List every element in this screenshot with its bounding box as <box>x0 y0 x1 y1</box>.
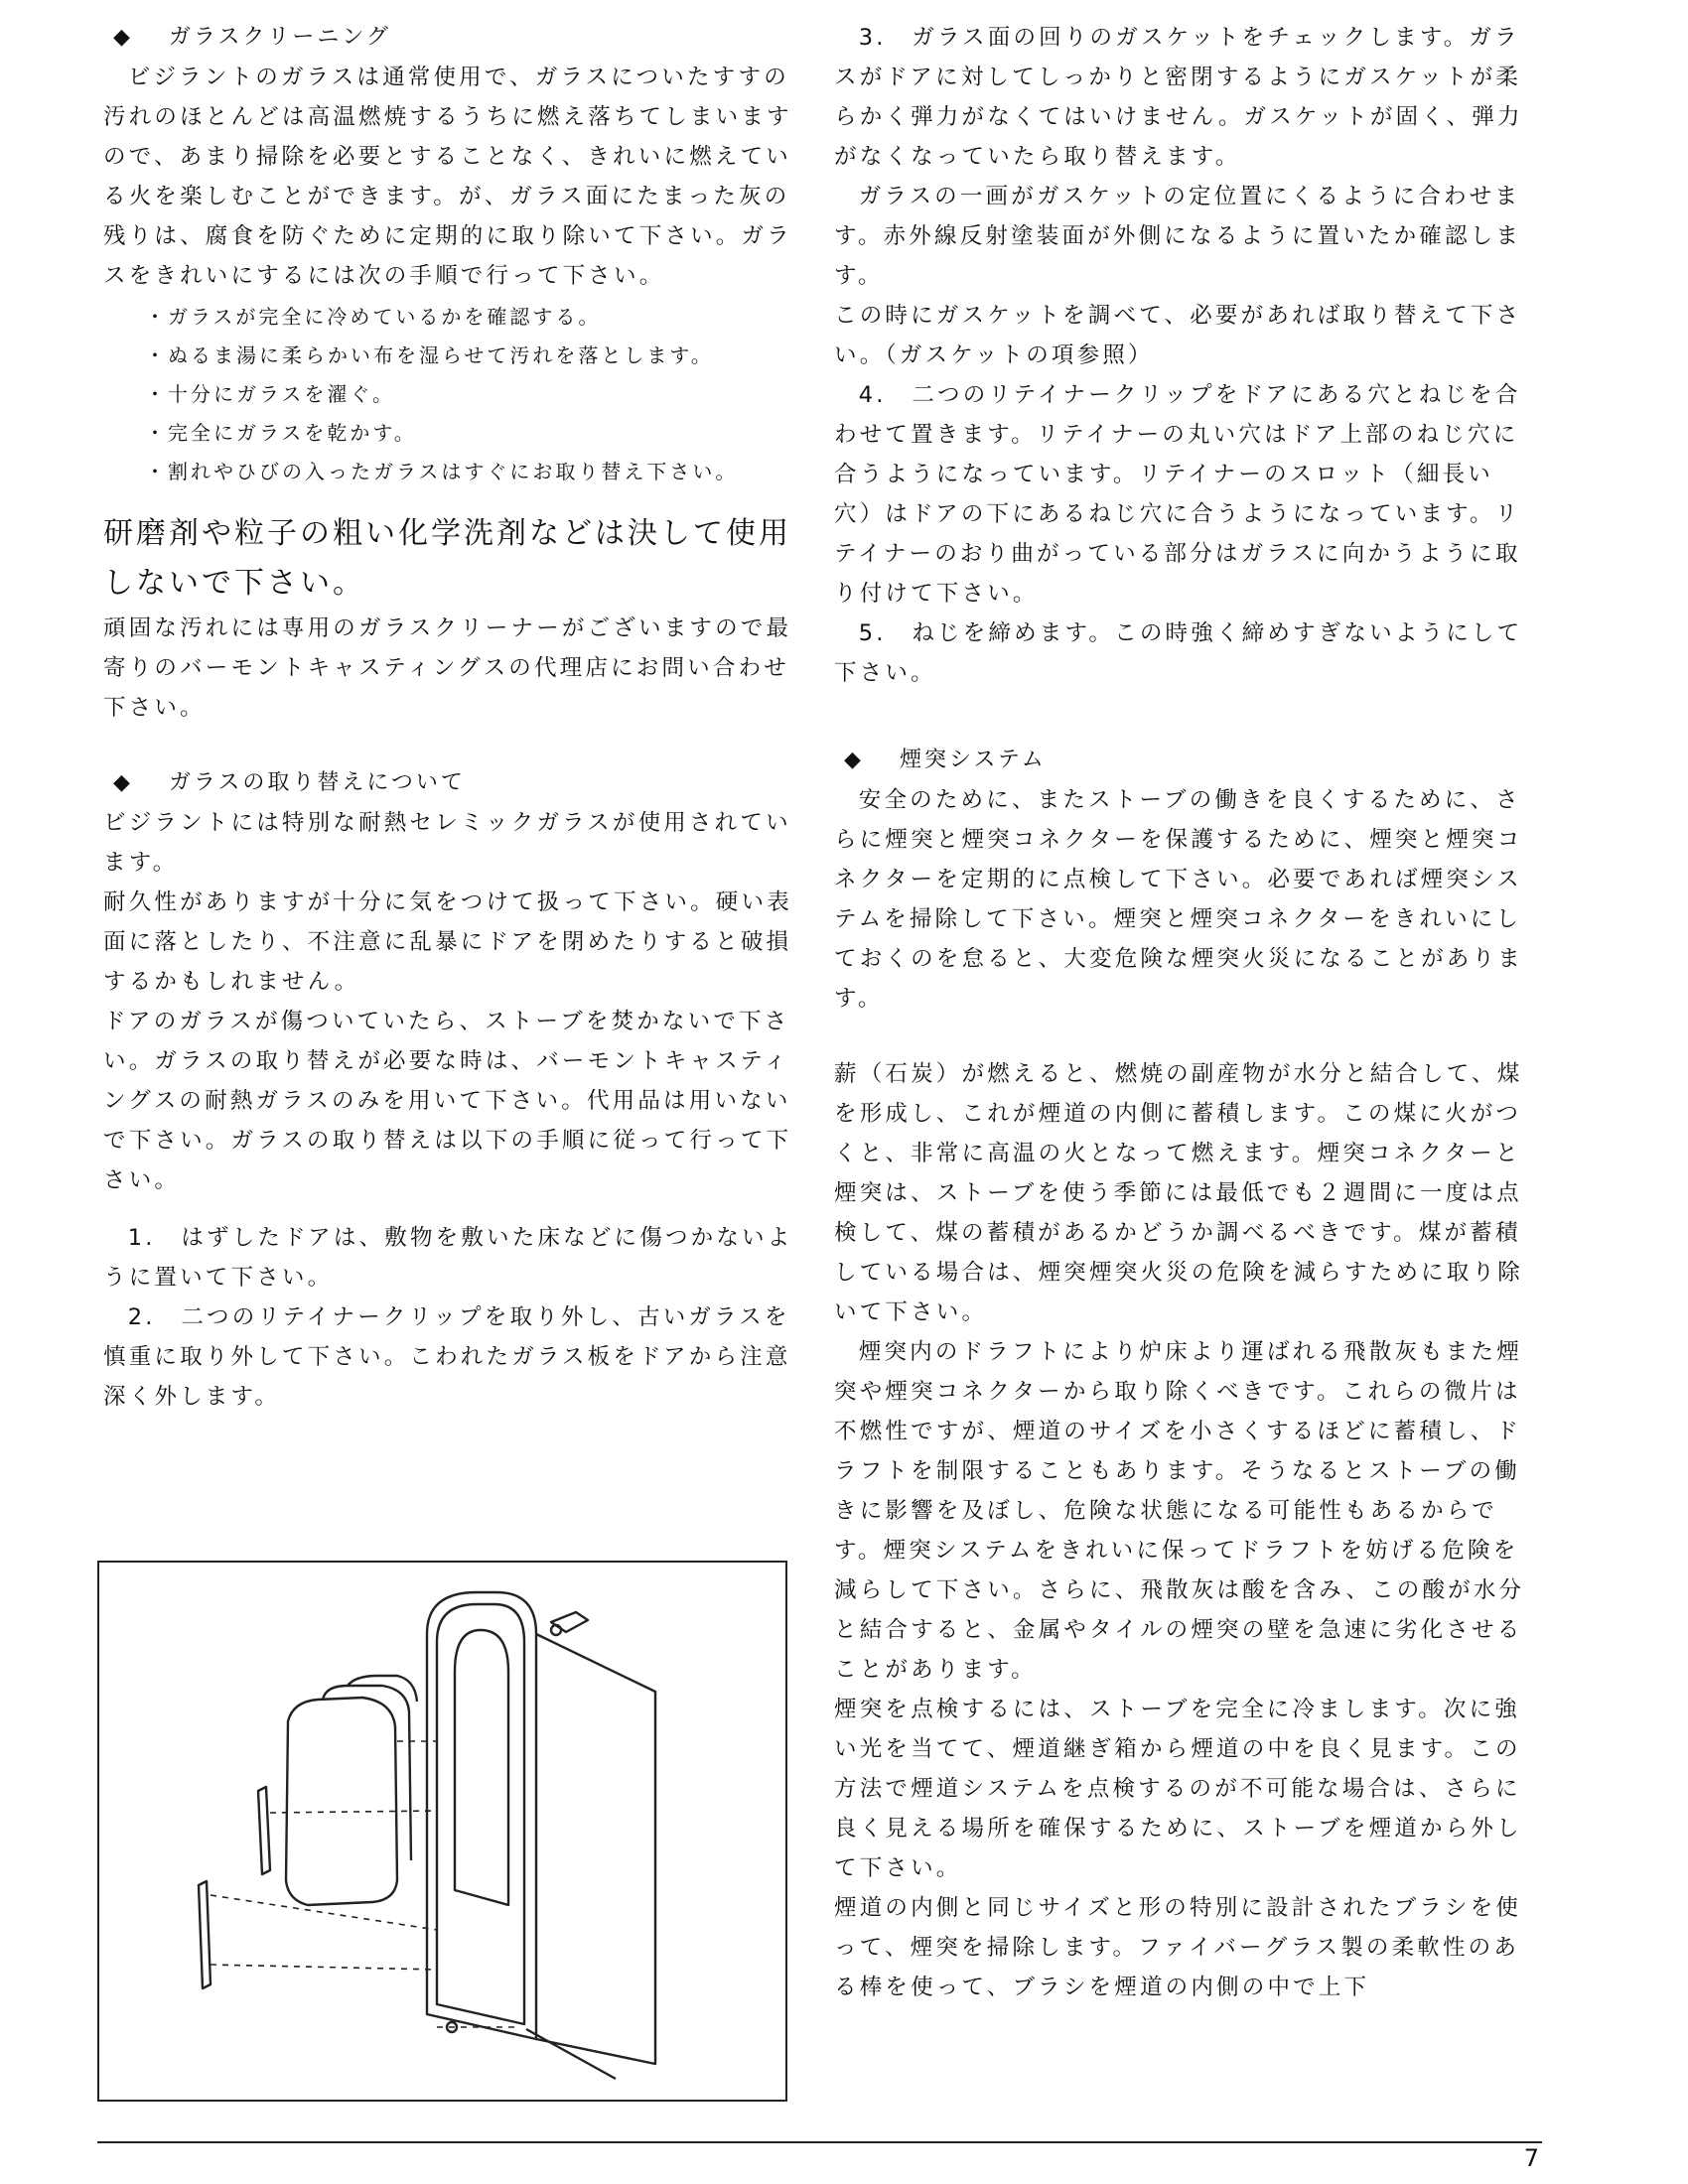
chimney-p4: 煙突を点検するには、ストーブを完全に冷まします。次に強い光を当てて、煙道継ぎ箱から煙道の中を良く見ます。この方法で煙道システムを点検するのが不可能な場合は、さらに良く見える場所を確保するために、ストーブを煙道から外して下さい。 <box>834 1697 1522 1881</box>
glass-replacement-p2: 耐久性がありますが十分に気をつけて扱って下さい。硬い表面に落としたり、不注意に乱暴にドアを閉めたりすると破損するかもしれません。 <box>103 889 792 995</box>
exploded-door-illustration <box>99 1563 785 2100</box>
page-number: 7 <box>1523 2144 1539 2172</box>
replacement-step-4: 4. 二つのリテイナークリップをドアにある穴とねじを合わせて置きます。リテイナーの丸い穴はドア上部のねじ穴に合うようになっています。リテイナーのスロット（細長い穴）はドアの下にあるねじ穴に合うようになっています。リテイナーのおり曲がっている部分はガラスに向かうように取り付けて下さい。 <box>834 382 1521 607</box>
diamond-bullet-icon: ◆ <box>844 748 864 772</box>
list-item: ・ぬるま湯に柔らかい布を湿らせて汚れを落とします。 <box>145 343 714 367</box>
glass-cleaning-title: ガラスクリーニング <box>169 25 391 50</box>
door-glass-diagram <box>97 1561 787 2102</box>
replacement-step-2: 2. 二つのリテイナークリップを取り外し、古いガラスを慎重に取り外して下さい。こわれたガラス板をドアから注意深く外します。 <box>103 1304 791 1410</box>
glass-replacement-p3: ドアのガラスが傷ついていたら、ストーブを焚かないで下さい。ガラスの取り替えが必要な時は、バーモントキャスティングスの耐熱ガラスのみを用いて下さい。代用品は用いないで下さい。ガラスの取り替えは以下の手順に従って行って下さい。 <box>103 1009 792 1193</box>
footer-divider <box>97 2141 1542 2143</box>
replacement-step-5: 5. ねじを締めます。この時強く締めすぎないようにして下さい。 <box>834 620 1523 686</box>
replacement-step-1: 1. はずしたドアは、敷物を敷いた床などに傷つかないように置いて下さい。 <box>103 1225 793 1291</box>
chimney-system-title: 煙突システム <box>900 748 1047 772</box>
list-item: ・完全にガラスを乾かす。 <box>145 421 417 445</box>
chimney-p5: 煙道の内側と同じサイズと形の特別に設計されたブラシを使って、煙突を掃除します。ファイバーグラス製の柔軟性のある棒を使って、ブラシを煙道の内側の中で上下 <box>834 1895 1522 2000</box>
glass-pane <box>286 1698 397 1905</box>
chimney-p3: 煙突内のドラフトにより炉床より運ばれる飛散灰もまた煙突や煙突コネクターから取り除くべきです。これらの微片は不燃性ですが、煙道のサイズを小さくするほどに蓄積し、ドラフトを制限することもあります。そうなるとストーブの働きに影響を及ぼし、危険な状態になる可能性もあるからです。煙突システムをきれいに保ってドラフトを妨げる危険を減らして下さい。さらに、飛散灰は酸を含み、この酸が水分と結合すると、金属やタイルの煙突の壁を急速に劣化させることがあります。 <box>834 1339 1525 1683</box>
glass-replacement-p1: ビジラントには特別な耐熱セレミックガラスが使用されています。 <box>103 810 791 876</box>
right-column <box>834 18 1529 2007</box>
diamond-bullet-icon: ◆ <box>113 770 133 795</box>
glass-cleaning-heading <box>103 18 798 58</box>
chimney-p2: 薪（石炭）が燃えると、燃焼の副産物が水分と結合して、煤を形成し、これが煙道の内側に蓄積します。この煤に火がつくと、非常に高温の火となって燃えます。煙突コネクターと煙突は、ストーブを使う季節には最低でも２週間に一度は点検して、煤の蓄積があるかどうか調べるべきです。煤が蓄積している場合は、煙突煙突火災の危険を減らすために取り除いて下さい。 <box>834 1061 1523 1325</box>
glass-cleaning-intro: ビジラントのガラスは通常使用で、ガラスについたすすの汚れのほとんどは高温燃焼するうちに燃え落ちてしまいますので、あまり掃除を必要とすることなく、きれいに燃えている火を楽しむことができます。が、ガラス面にたまった灰の残りは、腐食を防ぐために定期的に取り除いて下さい。ガラスをきれいにするには次の手順で行って下さい。 <box>103 65 792 289</box>
chimney-p1: 安全のために、またストーブの働きを良くするために、さらに煙突と煙突コネクターを保護するために、煙突と煙突コネクターを定期的に点検して下さい。必要であれば煙突システムを掃除して下さい。煙突と煙突コネクターをきれいにしておくのを怠ると、大変危険な煙突火災になることがあります。 <box>834 787 1523 1012</box>
list-item: ・十分にガラスを濯ぐ。 <box>145 382 395 406</box>
left-column <box>103 18 798 1417</box>
chimney-system-heading <box>834 741 1529 780</box>
glass-cleaning-steps <box>103 298 798 491</box>
replacement-step-3-detail: ガラスの一画がガスケットの定位置にくるように合わせます。赤外線反射塗装面が外側になるように置いたか確認します。 <box>834 184 1522 289</box>
glass-replacement-title: ガラスの取り替えについて <box>169 770 466 795</box>
door-frame <box>427 1592 536 2039</box>
abrasive-warning: 研磨剤や粒子の粗い化学洗剤などは決して使用しないで下さい。 <box>103 516 791 601</box>
glass-replacement-heading <box>103 763 798 803</box>
glass-cleaner-note: 頑固な汚れには専用のガラスクリーナーがございますので最寄りのバーモントキャスティングスの代理店にお問い合わせ下さい。 <box>103 615 792 721</box>
hinge-upper <box>551 1612 588 1632</box>
list-item: ・割れやひびの入ったガラスはすぐにお取り替え下さい。 <box>145 460 739 483</box>
retainer-clip-upper <box>258 1787 270 1874</box>
diamond-bullet-icon: ◆ <box>113 25 133 50</box>
list-item: ・ガラスが完全に冷めているかを確認する。 <box>145 305 602 329</box>
retainer-clip-lower <box>199 1881 211 1988</box>
replacement-step-3-note: この時にガスケットを調べて、必要があれば取り替えて下さい。（ガスケットの項参照） <box>834 303 1522 368</box>
replacement-step-3: 3. ガラス面の回りのガスケットをチェックします。ガラスがドアに対してしっかりと密閉するようにガスケットが柔らかく弾力がなくてはいけません。ガスケットが固く、弾力がなくなっていたら取り替えます。 <box>834 25 1523 170</box>
